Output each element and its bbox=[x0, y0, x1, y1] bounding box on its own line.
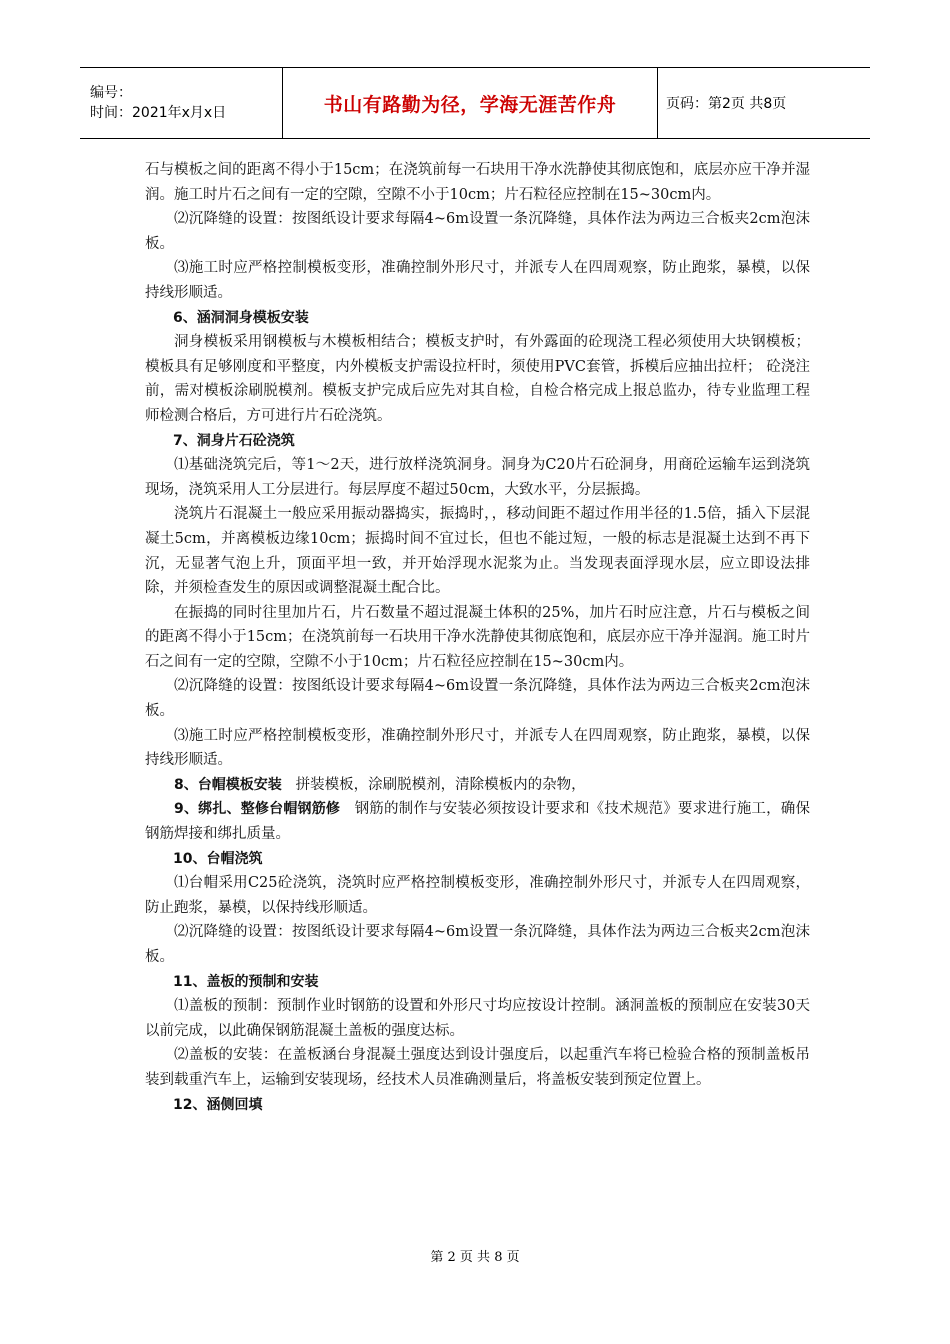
paragraph: ⑶施工时应严格控制模板变形，准确控制外形尺寸，并派专人在四周观察，防止跑浆，暴模，以保持线形顺适。 bbox=[145, 727, 810, 769]
document-body bbox=[145, 158, 810, 1117]
paragraph: ⑴台帽采用C25砼浇筑，浇筑时应严格控制模板变形，准确控制外形尺寸，并派专人在四周观察，防止跑浆，暴模，以保持线形顺适。 bbox=[145, 875, 810, 916]
paragraph: ⑶施工时应严格控制模板变形，准确控制外形尺寸，并派专人在四周观察，防止跑浆，暴模，以保持线形顺适。 bbox=[145, 260, 810, 301]
number-label: 编号： bbox=[90, 85, 132, 101]
page-footer: 第 2 页 共 8 页 bbox=[430, 1250, 520, 1265]
section-heading: 11、盖板的预制和安装 bbox=[173, 973, 319, 990]
paragraph: ⑴基础浇筑完后，等1～2天，进行放样浇筑洞身。洞身为C20片石砼洞身，用商砼运输车运到浇筑现场，浇筑采用人工分层进行。每层厚度不超过50cm，大致水平，分层振捣。 bbox=[145, 457, 810, 498]
section-heading: 9、绑扎、整修台帽钢筋修 bbox=[174, 801, 341, 818]
paragraph: 洞身模板采用钢模板与木模板相结合；模板支护时，有外露面的砼现浇工程必须使用大块钢模板； 模板具有足够刚度和平整度，内外模板支护需设拉杆时，须使用PVC套管，拆模后应抽出拉杆； 砼浇注前，需对模板涂刷脱模剂。模板支护完成后应先对其自检，自检合格完成上报总监办，待专业监理工程师检测合格后，方可进行片石砼浇筑。 bbox=[145, 334, 810, 424]
paragraph: ⑵沉降缝的设置：按图纸设计要求每隔4~6m设置一条沉降缝，具体作法为两边三合板夹2cm泡沫板。 bbox=[145, 678, 810, 720]
header-meta bbox=[80, 68, 283, 138]
paragraph: 浇筑片石混凝土一般应采用振动器捣实，振捣时，，移动间距不超过作用半径的1.5倍，插入下层混凝土5cm，并离模板边缘10cm；振捣时间不宜过长，但也不能过短，一般的标志是混凝土达到不再下沉，无显著气泡上升，顶面平坦一致，并开始浮现水泥浆为止。当发现表面浮现水层，应立即设法排除，并须检查发生的原因或调整混凝土配合比。 bbox=[145, 506, 810, 597]
paragraph: 石与模板之间的距离不得小于15cm；在浇筑前每一石块用干净水洗静使其彻底饱和，底层亦应干净并湿润。施工时片石之间有一定的空隙，空隙不小于10cm；片石粒径应控制在15~30cm内。 bbox=[145, 162, 810, 203]
section-heading: 10、台帽浇筑 bbox=[173, 850, 263, 867]
section-heading: 6、涵洞洞身模板安装 bbox=[173, 309, 309, 326]
section-heading: 7、洞身片石砼浇筑 bbox=[173, 432, 295, 449]
paragraph: 在振捣的同时往里加片石，片石数量不超过混凝土体积的25%，加片石时应注意，片石与模板之间的距离不得小于15cm；在浇筑前每一石块用干净水洗静使其彻底饱和，底层亦应干净并湿润。施工时片石之间有一定的空隙，空隙不小于10cm；片石粒径应控制在15~30cm内。 bbox=[145, 604, 810, 670]
paragraph-text: 钢筋的制作与安装必须按设计要求和《技术规范》要求进行施工，确保钢筋焊接和绑扎质量。 bbox=[145, 801, 811, 843]
page-header bbox=[80, 67, 870, 139]
section-heading: 8、台帽模板安装 bbox=[174, 776, 282, 793]
paragraph: ⑵沉降缝的设置：按图纸设计要求每隔4~6m设置一条沉降缝，具体作法为两边三合板夹2cm泡沫板。 bbox=[145, 924, 810, 965]
section-heading: 12、涵侧回填 bbox=[173, 1096, 263, 1113]
section-8-paragraph bbox=[145, 773, 810, 798]
paragraph: ⑵沉降缝的设置：按图纸设计要求每隔4~6m设置一条沉降缝，具体作法为两边三合板夹2cm泡沫板。 bbox=[145, 211, 810, 252]
header-page-info: 页码：第2页 共8页 bbox=[666, 96, 787, 112]
paragraph-text: 拼装模板，涂刷脱模剂，清除模板内的杂物， bbox=[295, 776, 586, 793]
section-9-paragraph bbox=[145, 797, 810, 846]
date-label: 时间：2021年x月x日 bbox=[90, 105, 227, 121]
paragraph: ⑵盖板的安装：在盖板涵台身混凝土强度达到设计强度后，以起重汽车将已检验合格的预制盖板吊装到载重汽车上，运输到安装现场，经技术人员准确测量后，将盖板安装到预定位置上。 bbox=[145, 1047, 810, 1088]
header-motto: 书山有路勤为径，学海无涯苦作舟 bbox=[283, 68, 658, 138]
paragraph: ⑴盖板的预制：预制作业时钢筋的设置和外形尺寸均应按设计控制。涵洞盖板的预制应在安装30天以前完成，以此确保钢筋混凝土盖板的强度达标。 bbox=[145, 998, 810, 1039]
